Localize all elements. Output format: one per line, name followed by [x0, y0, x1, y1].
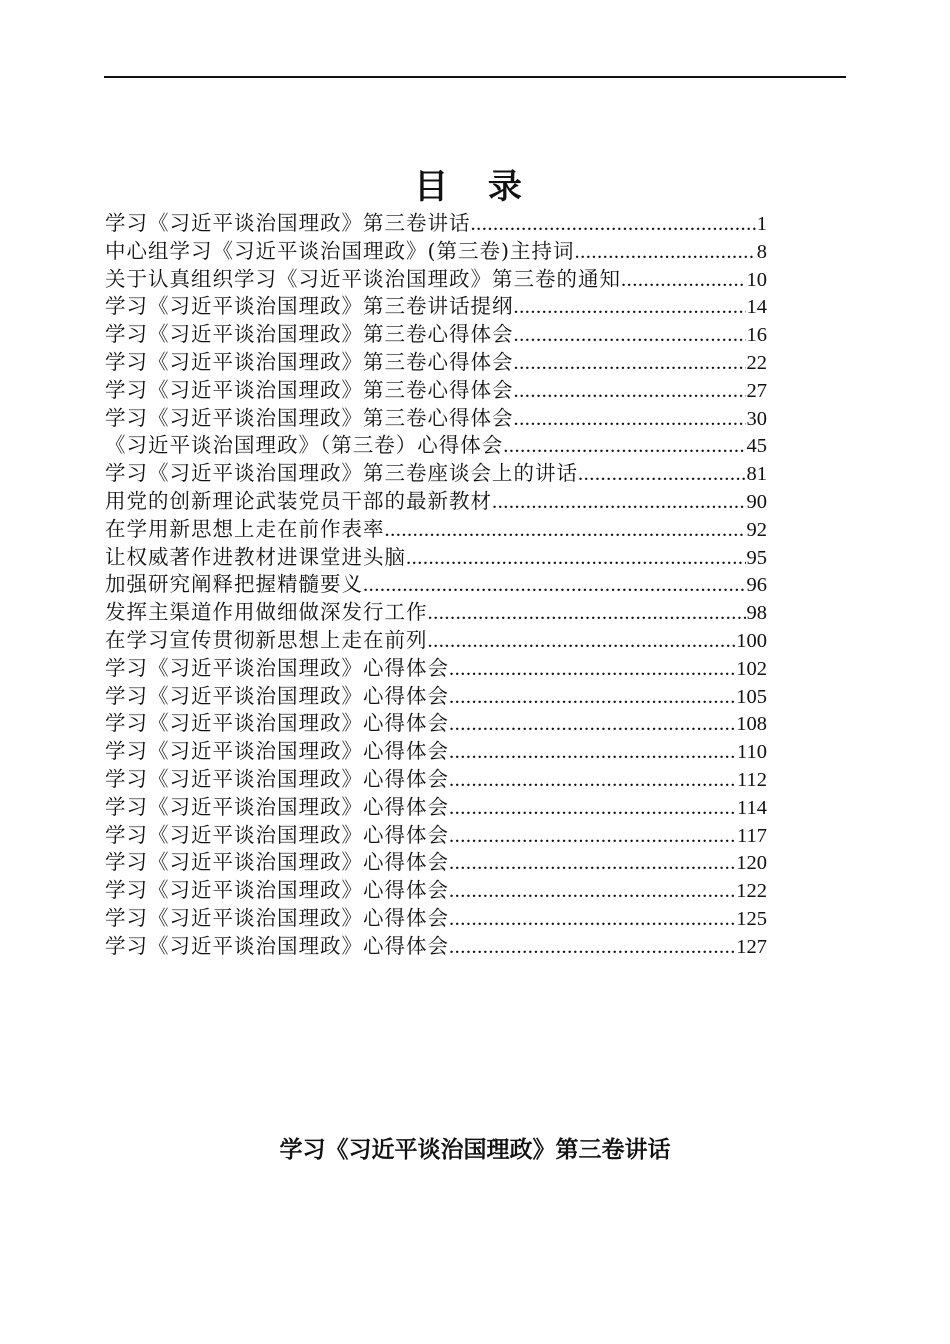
toc-entry-page: 120	[736, 852, 767, 875]
toc-entry[interactable]	[105, 849, 767, 877]
toc-entry-page: 16	[746, 324, 767, 347]
toc-entry[interactable]	[105, 266, 767, 294]
toc-entry-title: 学习《习近平谈治国理政》心得体会	[105, 822, 449, 847]
toc-entry-page: 14	[746, 296, 767, 319]
toc-entry[interactable]	[105, 655, 767, 683]
toc-leader-dots	[621, 267, 746, 294]
toc-leader-dots	[428, 600, 746, 627]
toc-entry-page: 127	[736, 935, 767, 958]
toc-entry-title: 学习《习近平谈治国理政》第三卷心得体会	[105, 405, 514, 430]
toc-leader-dots	[514, 322, 746, 349]
toc-entry-title: 在学习宣传贯彻新思想上走在前列	[105, 627, 428, 652]
toc-entry-page: 30	[746, 407, 767, 430]
toc-entry[interactable]	[105, 238, 767, 266]
toc-entry-title: 学习《习近平谈治国理政》心得体会	[105, 766, 449, 791]
toc-entry[interactable]	[105, 544, 767, 572]
toc-leader-dots	[449, 684, 735, 711]
section-heading: 学习《习近平谈治国理政》第三卷讲话	[279, 1137, 671, 1163]
toc-entry[interactable]	[105, 627, 767, 655]
table-of-contents	[105, 210, 767, 961]
toc-entry-page: 90	[746, 490, 767, 513]
toc-entry[interactable]	[105, 794, 767, 822]
toc-leader-dots	[514, 378, 746, 405]
toc-leader-dots	[471, 211, 756, 238]
toc-entry-page: 100	[736, 629, 767, 652]
toc-entry-page: 96	[746, 574, 767, 597]
toc-entry-page: 112	[737, 768, 767, 791]
toc-leader-dots	[449, 823, 736, 850]
toc-entry-title: 学习《习近平谈治国理政》心得体会	[105, 794, 449, 819]
toc-entry-title: 学习《习近平谈治国理政》心得体会	[105, 683, 449, 708]
toc-leader-dots	[428, 628, 736, 655]
toc-leader-dots	[449, 739, 736, 766]
toc-entry-page: 114	[737, 796, 767, 819]
toc-entry-page: 98	[746, 602, 767, 625]
toc-entry-title: 发挥主渠道作用做细做深发行工作	[105, 600, 428, 625]
toc-entry[interactable]	[105, 377, 767, 405]
toc-entry-page: 1	[756, 213, 767, 235]
toc-entry-title: 用党的创新理论武装党员干部的最新教材	[105, 488, 492, 513]
toc-entry-title: 学习《习近平谈治国理政》第三卷座谈会上的讲话	[105, 461, 578, 486]
toc-entry[interactable]	[105, 905, 767, 933]
toc-entry[interactable]	[105, 877, 767, 905]
toc-leader-dots	[514, 350, 746, 377]
toc-entry-page: 117	[737, 824, 767, 847]
toc-leader-dots	[449, 934, 735, 961]
toc-entry[interactable]	[105, 822, 767, 850]
toc-entry-page: 22	[746, 351, 767, 374]
toc-leader-dots	[449, 878, 735, 905]
toc-entry-page: 95	[746, 546, 767, 569]
toc-entry-title: 学习《习近平谈治国理政》第三卷心得体会	[105, 322, 514, 347]
toc-leader-dots	[449, 656, 735, 683]
toc-leader-dots	[575, 239, 756, 266]
toc-entry[interactable]	[105, 349, 767, 377]
toc-entry[interactable]	[105, 293, 767, 321]
toc-leader-dots	[449, 711, 735, 738]
toc-entry-title: 学习《习近平谈治国理政》心得体会	[105, 905, 449, 930]
toc-entry[interactable]	[105, 321, 767, 349]
toc-entry-title: 中心组学习《习近平谈治国理政》(第三卷)主持词	[105, 238, 575, 263]
toc-entry[interactable]	[105, 405, 767, 433]
toc-entry[interactable]	[105, 432, 767, 460]
toc-leader-dots	[385, 517, 746, 544]
toc-entry-title: 学习《习近平谈治国理政》心得体会	[105, 739, 449, 764]
toc-entry[interactable]	[105, 488, 767, 516]
toc-entry-page: 110	[737, 741, 767, 764]
toc-entry-page: 81	[746, 463, 767, 486]
toc-entry-page: 92	[746, 518, 767, 541]
toc-entry-title: 学习《习近平谈治国理政》第三卷心得体会	[105, 349, 514, 374]
toc-entry-title: 学习《习近平谈治国理政》第三卷讲话提纲	[105, 294, 514, 319]
toc-leader-dots	[363, 572, 746, 599]
toc-leader-dots	[492, 489, 746, 516]
toc-leader-dots	[449, 767, 736, 794]
toc-leader-dots	[449, 850, 735, 877]
toc-entry-title: 关于认真组织学习《习近平谈治国理政》第三卷的通知	[105, 266, 621, 291]
toc-entry-title: 学习《习近平谈治国理政》心得体会	[105, 711, 449, 736]
toc-entry-title: 在学用新思想上走在前作表率	[105, 516, 385, 541]
toc-entry[interactable]	[105, 710, 767, 738]
toc-entry-page: 10	[746, 268, 767, 291]
toc-entry[interactable]	[105, 210, 767, 238]
toc-leader-dots	[514, 294, 746, 321]
toc-entry-page: 8	[756, 240, 767, 263]
toc-entry-page: 105	[736, 685, 767, 708]
toc-entry-page: 125	[736, 907, 767, 930]
toc-entry[interactable]	[105, 766, 767, 794]
toc-entry-page: 122	[736, 880, 767, 903]
toc-entry-title: 学习《习近平谈治国理政》第三卷心得体会	[105, 377, 514, 402]
toc-entry-title: 加强研究阐释把握精髓要义	[105, 572, 363, 597]
toc-leader-dots	[449, 906, 735, 933]
toc-entry[interactable]	[105, 738, 767, 766]
toc-leader-dots	[449, 795, 736, 822]
toc-entry-page: 102	[736, 657, 767, 680]
toc-entry-title: 学习《习近平谈治国理政》心得体会	[105, 850, 449, 875]
toc-entry[interactable]	[105, 933, 767, 961]
toc-entry-title: 学习《习近平谈治国理政》心得体会	[105, 655, 449, 680]
toc-entry[interactable]	[105, 571, 767, 599]
toc-entry[interactable]	[105, 516, 767, 544]
toc-entry-title: 学习《习近平谈治国理政》心得体会	[105, 878, 449, 903]
toc-entry-title: 《习近平谈治国理政》（第三卷）心得体会	[105, 433, 504, 458]
toc-entry-page: 108	[736, 713, 767, 736]
toc-entry-page: 27	[746, 379, 767, 402]
toc-title: 目 录	[414, 167, 536, 207]
toc-entry[interactable]	[105, 599, 767, 627]
toc-entry[interactable]	[105, 460, 767, 488]
toc-entry-page: 45	[746, 435, 767, 458]
toc-leader-dots	[406, 545, 746, 572]
toc-entry-title: 学习《习近平谈治国理政》第三卷讲话	[105, 211, 471, 235]
toc-entry[interactable]	[105, 683, 767, 711]
toc-entry-title: 学习《习近平谈治国理政》心得体会	[105, 933, 449, 958]
toc-leader-dots	[514, 406, 746, 433]
toc-leader-dots	[503, 433, 745, 460]
toc-leader-dots	[578, 461, 746, 488]
header-rule	[104, 76, 846, 78]
toc-entry-title: 让权威著作进教材进课堂进头脑	[105, 544, 406, 569]
